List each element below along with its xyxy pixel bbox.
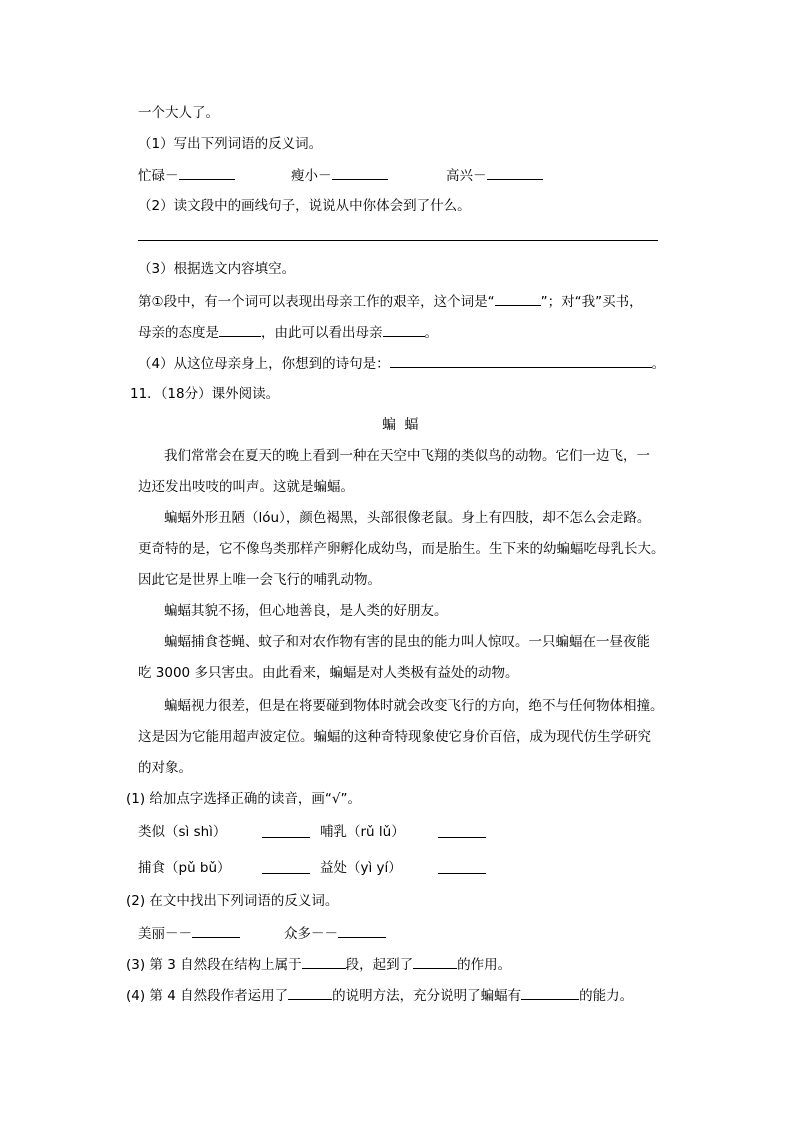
passage-line: 蝙蝠捕食苍蝇、蚊子和对农作物有害的昆虫的能力叫人惊叹。一只蝙蝠在一昼夜能 <box>164 634 650 650</box>
sentence-part: （4）从这位母亲身上，你想到的诗句是： <box>138 356 390 372</box>
q11-sub2-row <box>138 924 240 943</box>
answer-blank[interactable] <box>390 354 652 368</box>
pinyin-item: 益处（yì yí） <box>320 860 402 876</box>
answer-blank[interactable] <box>413 955 457 969</box>
q10-sub2-label: （2）读文段中的画线句子，说说从中你体会到了什么。 <box>138 198 471 214</box>
q10-sub3-line2 <box>138 323 438 342</box>
answer-blank[interactable] <box>383 323 425 337</box>
sentence-part: 段，起到了 <box>345 957 414 973</box>
answer-blank[interactable] <box>338 924 386 938</box>
answer-blank[interactable] <box>521 986 579 1000</box>
sentence-part: 的说明方法，充分说明了蝙蝠有 <box>332 988 522 1004</box>
pinyin-item: 类似（sì shì） <box>138 824 227 840</box>
antonym-word-1: 忙碌－ <box>138 168 179 184</box>
q10-sub1-row <box>138 166 235 185</box>
q11-header: 11．（18分）课外阅读。 <box>130 386 280 402</box>
pinyin-item: 哺乳（rǔ lǔ） <box>320 824 405 840</box>
sentence-part: 的能力。 <box>579 988 634 1004</box>
antonym-word-3: 高兴－ <box>446 168 487 184</box>
sentence-part: 母亲的态度是 <box>138 325 219 341</box>
antonym-word: 美丽－－ <box>138 926 192 942</box>
sentence-part: 。 <box>651 356 666 372</box>
q10-sub4 <box>138 354 665 373</box>
passage-title: 蝙 蝠 <box>382 417 421 433</box>
passage-line: 吃 3000 多只害虫。由此看来，蝙蝠是对人类极有益处的动物。 <box>138 665 519 681</box>
q11-sub2-row-b <box>284 924 386 943</box>
answer-blank[interactable] <box>262 860 310 874</box>
answer-blank[interactable] <box>288 986 332 1000</box>
q11-sub2-label: (2) 在文中找出下列词语的反义词。 <box>126 893 339 909</box>
pinyin-item: 捕食（pǔ bǔ） <box>138 860 231 876</box>
sentence-part: 的作用。 <box>457 957 512 973</box>
q10-sub1-row-c <box>446 166 543 185</box>
answer-blank[interactable] <box>219 323 261 337</box>
answer-blank[interactable] <box>487 166 543 180</box>
sentence-part: 。 <box>424 325 438 341</box>
passage-line: 边还发出吱吱的叫声。这就是蝙蝠。 <box>138 479 354 495</box>
antonym-word-2: 瘦小－ <box>291 168 332 184</box>
passage-line: 我们常常会在夏天的晚上看到一种在天空中飞翔的类似鸟的动物。它们一边飞，一 <box>164 448 650 464</box>
q11-sub4 <box>126 986 633 1005</box>
q11-sub1-label: (1) 给加点字选择正确的读音，画“√”。 <box>126 791 362 807</box>
answer-line[interactable] <box>138 240 658 241</box>
passage-line: 因此它是世界上唯一会飞行的哺乳动物。 <box>138 572 381 588</box>
answer-blank[interactable] <box>438 860 486 874</box>
answer-blank[interactable] <box>332 166 388 180</box>
sentence-part: 第①段中，有一个词可以表现出母亲工作的艰辛，这个词是“ <box>138 294 495 310</box>
passage-line: 更奇特的是，它不像鸟类那样产卵孵化成幼鸟，而是胎生。生下来的幼蝙蝠吃母乳长大。 <box>138 541 665 557</box>
sentence-part: ，由此可以看出母亲 <box>261 325 383 341</box>
answer-blank[interactable] <box>192 924 240 938</box>
passage-line: 蝙蝠视力很差，但是在将要碰到物体时就会改变飞行的方向，绝不与任何物体相撞。 <box>164 698 664 714</box>
passage-line: 蝙蝠外形丑陋（lóu），颜色褐黑，头部很像老鼠。身上有四肢，却不怎么会走路。 <box>164 510 651 526</box>
answer-blank[interactable] <box>438 824 486 838</box>
answer-blank[interactable] <box>262 824 310 838</box>
passage-line: 的对象。 <box>138 760 192 776</box>
answer-blank[interactable] <box>495 292 541 306</box>
passage-line: 这是因为它能用超声波定位。蝙蝠的这种奇特现象使它身价百倍，成为现代仿生学研究 <box>138 729 651 745</box>
antonym-word: 众多－－ <box>284 926 338 942</box>
q10-sub1-label: （1）写出下列词语的反义词。 <box>138 136 323 152</box>
answer-blank[interactable] <box>179 166 235 180</box>
q11-sub3 <box>126 955 511 974</box>
sentence-part: (3) 第 3 自然段在结构上属于 <box>126 957 302 973</box>
q10-sub3-line1 <box>138 292 643 311</box>
q10-sub1-row-b <box>291 166 388 185</box>
sentence-part: (4) 第 4 自然段作者运用了 <box>126 988 289 1004</box>
passage-line: 蝙蝠其貌不扬，但心地善良，是人类的好朋友。 <box>164 603 448 619</box>
answer-blank[interactable] <box>302 955 346 969</box>
continuation-text: 一个大人了。 <box>138 105 219 121</box>
q10-sub3-label: （3）根据选文内容填空。 <box>138 261 296 277</box>
sentence-part: ”；对“我”买书， <box>540 294 643 310</box>
